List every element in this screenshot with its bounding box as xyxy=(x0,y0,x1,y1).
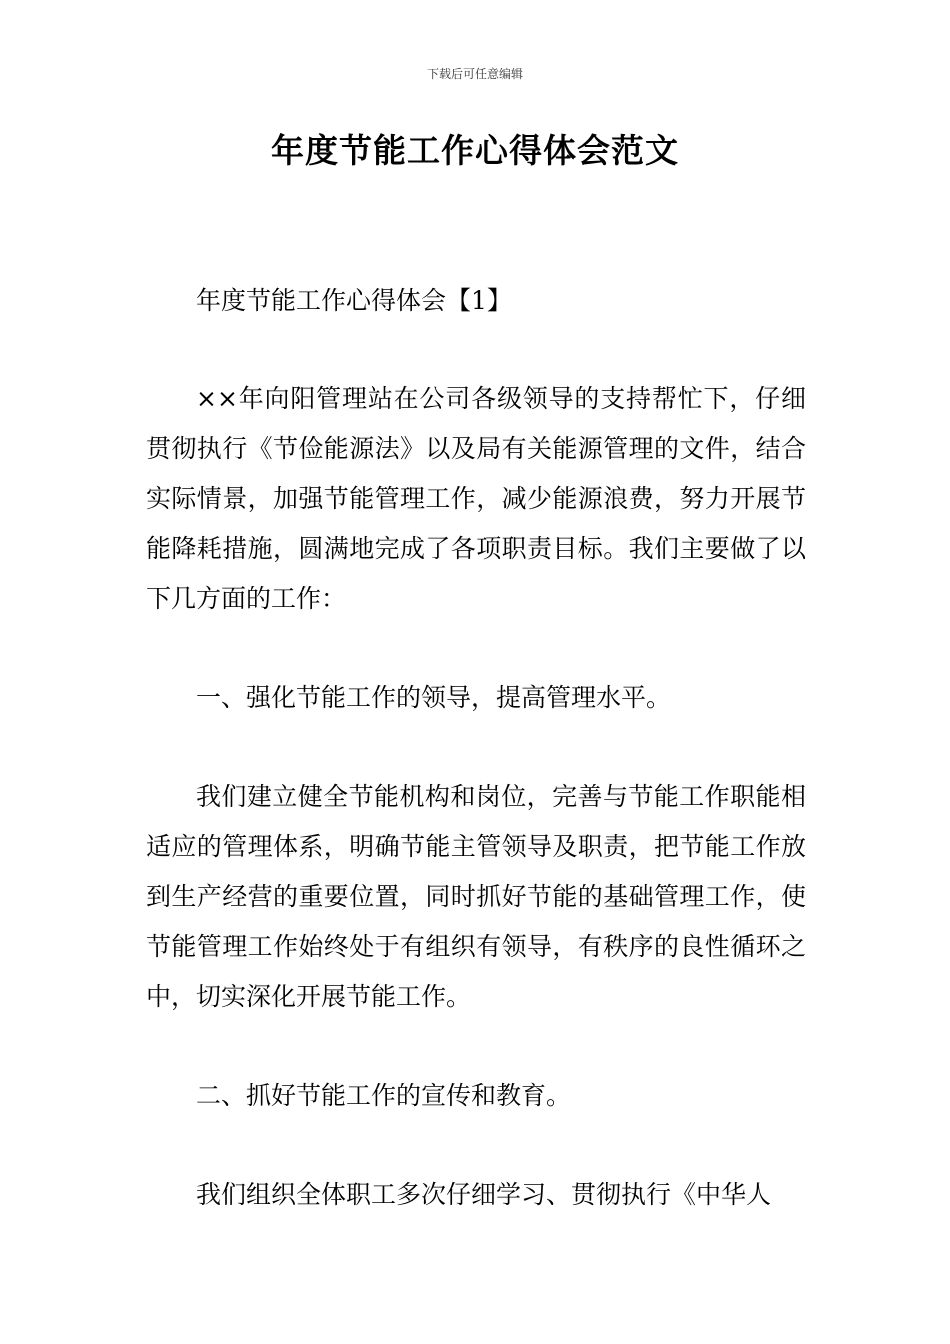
section-heading: 一、强化节能工作的领导，提高管理水平。 xyxy=(196,683,672,712)
body-paragraph: 我们建立健全节能机构和岗位，完善与节能工作职能相适应的管理体系，明确节能主管领导及职责，把节能工作放到生产经营的重要位置，同时抓好节能的基础管理工作，使节能管理工作始终处于有组织有领导，有秩序的良性循环之中，切实深化开展节能工作。 xyxy=(146,782,806,1011)
body-paragraph: ××年向阳管理站在公司各级领导的支持帮忙下，仔细贯彻执行《节俭能源法》以及局有关能源管理的文件，结合实际情景，加强节能管理工作，减少能源浪费，努力开展节能降耗措施，圆满地完成了各项职责目标。我们主要做了以下几方面的工作： xyxy=(146,384,806,613)
section-heading: 二、抓好节能工作的宣传和教育。 xyxy=(196,1081,572,1110)
document-title: 年度节能工作心得体会范文 xyxy=(271,131,679,170)
section-heading: 年度节能工作心得体会【1】 xyxy=(196,286,512,315)
body-paragraph: 我们组织全体职工多次仔细学习、贯彻执行《中华人 xyxy=(196,1180,772,1209)
header-note: 下载后可任意编辑 xyxy=(426,67,523,81)
